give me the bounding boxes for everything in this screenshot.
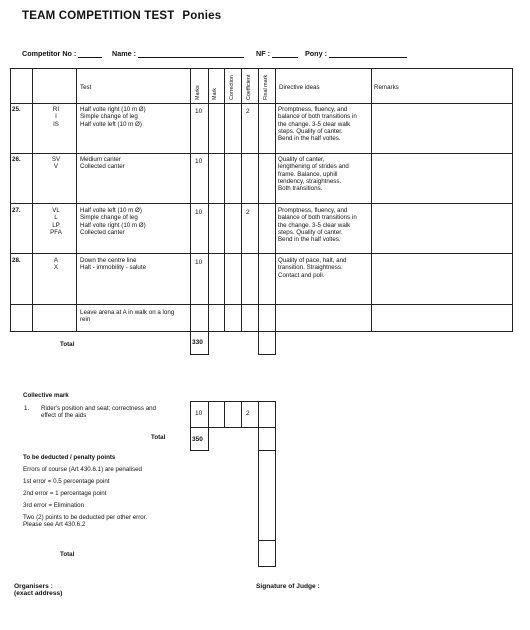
row-coefficient: 2 [246, 209, 250, 216]
collective-marks: 10 [195, 410, 203, 417]
table-line [10, 103, 513, 104]
name-line [138, 50, 244, 58]
table-line [258, 540, 276, 541]
table-line [258, 401, 259, 567]
col-marks: Marks [195, 85, 201, 100]
total-value: 350 [192, 436, 203, 443]
col-correction: Correction [229, 75, 235, 100]
row-marks: 10 [195, 259, 203, 266]
table-line [10, 68, 11, 331]
title-subtitle: Ponies [182, 10, 222, 22]
table-line [208, 401, 209, 451]
col-test: Test [80, 84, 92, 91]
table-line [258, 68, 259, 355]
nf-line [272, 50, 298, 58]
nf-label: NF : [256, 49, 270, 58]
name-field[interactable] [112, 49, 244, 58]
pony-line [329, 50, 407, 58]
row-test: Medium canter Collected canter [80, 156, 125, 171]
title-text: TEAM COMPETITION TEST [22, 10, 175, 22]
table-line [190, 427, 276, 428]
table-line [10, 203, 513, 204]
competitor-line [78, 50, 102, 58]
table-line [224, 68, 225, 331]
row-coefficient: 2 [246, 108, 250, 115]
table-line [10, 68, 513, 69]
collective-heading: Collective mark [23, 392, 69, 399]
page-title [22, 10, 221, 22]
deduction-line: 1st error = 0.5 percentage point [23, 478, 110, 485]
total-label: Total [60, 551, 75, 558]
table-line [10, 153, 513, 154]
pony-field[interactable] [305, 49, 407, 58]
table-line [190, 354, 209, 355]
pony-label: Pony : [305, 49, 327, 58]
table-line [10, 304, 513, 305]
collective-number: 1. [24, 405, 30, 412]
table-line [258, 566, 276, 567]
deduction-line: 2nd error = 1 percentage point [23, 490, 107, 497]
table-line [224, 401, 225, 427]
table-line [190, 68, 191, 355]
table-line [208, 68, 209, 355]
collective-coefficient: 2 [246, 410, 250, 417]
deduction-line: Errors of course (Art 430.6.1) are penalised [23, 466, 142, 473]
row-marks: 10 [195, 108, 203, 115]
deduction-heading: To be deducted / penalty points [23, 454, 116, 461]
table-line [258, 354, 276, 355]
table-line [258, 450, 276, 451]
row-letters: RI I IS [52, 106, 60, 128]
deduction-line: 3rd error = Elimination [23, 502, 85, 509]
col-directive: Directive ideas [279, 84, 320, 91]
row-letters: SV V [51, 156, 61, 171]
name-label: Name : [112, 49, 136, 58]
row-number: 27. [12, 207, 21, 214]
total-label: Total [60, 341, 75, 348]
table-line [371, 68, 372, 331]
row-marks: 10 [195, 209, 203, 216]
table-line [241, 68, 242, 331]
row-letters: A X [53, 257, 59, 272]
col-remarks: Remarks [374, 84, 399, 91]
col-coefficient: Coefficient [246, 74, 252, 100]
table-line [512, 68, 513, 331]
table-line [10, 331, 513, 332]
table-line [275, 401, 276, 567]
row-directive: Promptness, fluency, and balance of both transitions in the change. 3-5 clear walk steps. Quality of canter. Bend in the half voltes. [278, 207, 357, 244]
nf-field[interactable] [256, 49, 298, 58]
row-number: 28. [12, 257, 21, 264]
competitor-field[interactable] [22, 49, 102, 58]
collective-text: Rider's position and seat; correctness and effect of the aids [41, 405, 157, 420]
row-test: Half volte left (10 m Ø) Simple change of leg Half volte right (10 m Ø) Collected canter [80, 207, 146, 236]
table-line [32, 68, 33, 331]
table-line [10, 253, 513, 254]
col-final-mark: Final mark [263, 74, 269, 100]
table-line [275, 68, 276, 355]
row-test: Leave arena at A in walk on a long rein [80, 309, 175, 324]
deduction-line: Two (2) points to be deducted per other error. Please see Art 430.6.2 [23, 514, 148, 529]
judge-signature-label: Signature of Judge : [256, 583, 320, 590]
row-directive: Quality of canter, lengthening of strides and frame. Balance, uphill tendency, straightness. Both transitions. [278, 156, 349, 193]
row-test: Down the centre line Halt - immobility - salute [80, 257, 147, 272]
row-test: Half volte right (10 m Ø) Simple change of leg Half volte left (10 m Ø) [80, 106, 146, 128]
row-number: 26. [12, 156, 21, 163]
total-value: 330 [192, 339, 203, 346]
table-line [190, 450, 209, 451]
table-line [190, 401, 191, 451]
competitor-label: Competitor No : [22, 49, 77, 58]
table-line [241, 401, 242, 427]
table-line [76, 68, 77, 331]
col-mark: Mark [212, 88, 218, 100]
table-line [190, 401, 276, 402]
row-directive: Promptness, fluency, and balance of both transitions in the change. 3-5 clear walk steps. Quality of canter. Bend in the half voltes. [278, 106, 357, 143]
row-number: 25. [12, 106, 21, 113]
organisers-label: Organisers : (exact address) [14, 583, 63, 598]
total-label: Total [151, 434, 166, 441]
row-letters: VL L LP PFA [50, 207, 62, 236]
row-marks: 10 [195, 158, 203, 165]
row-directive: Quality of pace, halt, and transition. Straightness. Contact and poll. [278, 257, 347, 279]
